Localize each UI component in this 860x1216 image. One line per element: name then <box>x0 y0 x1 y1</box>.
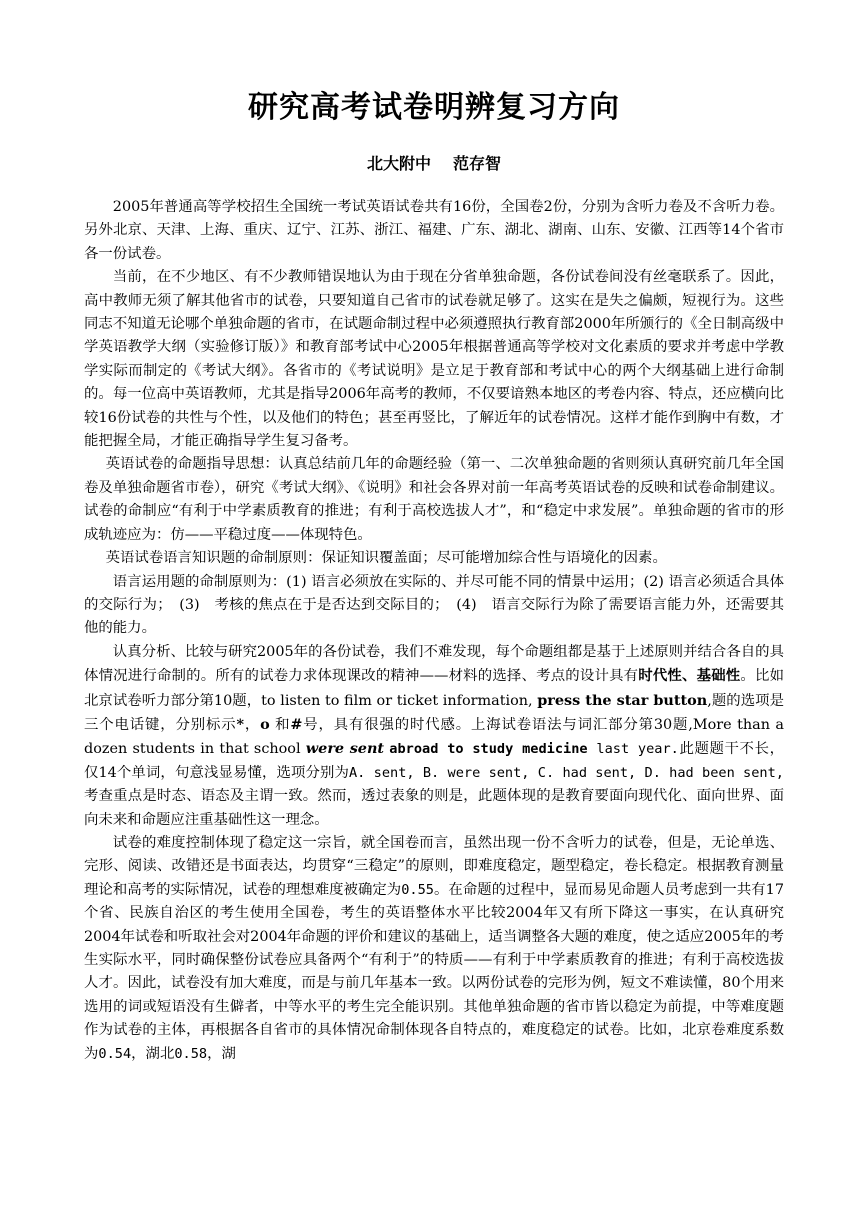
ideal-difficulty-value: 0.55 <box>401 881 434 898</box>
paragraph-6-part-c: 。比如北京试卷听力部分第10题，to listen to film or ticket information, <box>84 668 784 709</box>
paragraph-6-part-a: 认真分析、比较与研究2005年的各份试卷，我们不难发现，每个命题组都是基于上述原则并结合各自的具体情况进行命制的。所有的试卷力求体现课改的精神——材料的选择、考点的设计具有 <box>84 643 784 685</box>
paragraph-7-part-g: ，湖 <box>207 1045 236 1062</box>
hash-key-label: # <box>290 715 303 733</box>
paragraph-6-part-p: 此题题干不长，仅14个单词，句意浅显易懂，选项分别为 <box>84 741 784 781</box>
answer-options: A. sent, B. were sent, C. had sent, D. had been sent, <box>348 764 784 781</box>
mono-phrase: last year. <box>587 741 679 758</box>
paragraph-6-part-e: ,题的选项是三个电话键，分别标示 <box>84 692 784 733</box>
paragraph-5: 语言运用题的命制原则为：(1) 语言必须放在实际的、并尽可能不同的情景中运用；(2) 语言必须适合具体的交际行为； (3) 考核的焦点在于是否达到交际目的； (4) 语言交际行为除了需要语言能力外，还需要其他的能力。 <box>84 573 784 637</box>
o-key-label: o <box>260 715 270 733</box>
keyword-emphasis: 时代性、基础性 <box>638 667 741 685</box>
hubei-difficulty-value: 0.58 <box>174 1045 208 1062</box>
author-school: 北大附中 <box>366 154 431 173</box>
paragraph-6-part-k: 号，具有很强的时代感。上海试卷语法与词汇部分第30题,More than a dozen students in that school <box>84 716 784 758</box>
paragraph-2: 当前，在不少地区、有不少教师错误地认为由于现在分省单独命题，各份试卷间没有丝毫联系了。因此，高中教师无须了解其他省市的试卷，只要知道自己省市的试卷就足够了。这实在是失之偏颇，短视行为。这些同志不知道无论哪个单独命题的省市，在试题命制过程中必须遵照执行教育部2000年所颁行的《全日制高级中学英语教学大纲（实验修订版）》和教育部考试中心2005年根据普通高等学校对文化素质的要求并考虑中学教学实际而制定的《考试大纲》。各省市的《考试说明》是立足于教育部和考试中心的两个大纲基础上进行命制的。每一位高中英语教师，尤其是指导2006年高考的教师，不仅要谙熟本地区的考卷内容、特点，还应横向比较16份试卷的共性与个性，以及他们的特色；甚至再竖比，了解近年的试卷情况。这样才能作到胸中有数，才能把握全局，才能正确指导学生复习备考。 <box>84 269 784 450</box>
paragraph-7 <box>84 832 784 1066</box>
star-key-label: * <box>236 715 244 733</box>
italic-emphasis: were sent <box>305 740 385 758</box>
paragraph-6 <box>84 641 784 832</box>
mono-bold-phrase: abroad to study medicine <box>389 741 588 758</box>
paragraph-1: 2005年普通高等学校招生全国统一考试英语试卷共有16份，全国卷2份，分别为含听力卷及不含听力卷。另外北京、天津、上海、重庆、辽宁、江苏、浙江、福建、广东、湖北、湖南、山东、安徽、江西等14个省市各一份试卷。 <box>84 199 784 262</box>
author-name: 范存智 <box>453 154 502 173</box>
page-title: 研究高考试卷明辨复习方向 <box>248 90 620 125</box>
phrase-emphasis: press the star button <box>537 691 708 709</box>
document-page <box>84 80 784 1066</box>
paragraph-7-part-c: 。在命题的过程中，显而易见命题人员考虑到一共有17个省、民族自治区的考生使用全国卷，考生的英语整体水平比较2004年又有所下降这一事实，在认真研究2004年试卷和听取社会对2004年命题的评价和建议的基础上，适当调整各大题的难度，使之适应2005年的考生实际水平，同时确保整份试卷应具备两个“有利于”的特质——有利于中学素质教育的推进；有利于高校选拔人才。因此，试卷没有加大难度，而是与前几年基本一致。以两份试卷的完形为例，短文不难读懂，80个用来选用的词或短语没有生僻者，中等水平的考生完全能识别。其他单独命题的省市皆以稳定为前提，中等难度题作为试卷的主体，再根据各自省市的具体情况命制体现各自特点的，难度稳定的试卷。比如，北京卷难度系数为 <box>84 881 784 1062</box>
paragraph-4: 英语试卷语言知识题的命制原则：保证知识覆盖面；尽可能增加综合性与语境化的因素。 <box>105 550 667 567</box>
paragraph-7-part-a: 试卷的难度控制体现了稳定这一宗旨，就全国卷而言，虽然出现一份不含听力的试卷，但是，无论单选、完形、阅读、改错还是书面表达，均贯穿“三稳定”的原则，即难度稳定，题型稳定，卷长稳定。根据教育测量理论和高考的实际情况，试卷的理想难度被确定为 <box>84 834 784 898</box>
paragraph-6-part-r: 考查重点是时态、语态及主谓一致。然而，透过表象的则是，此题体现的是教育要面向现代化、面向世界、面向未来和命题应注重基础性这一理念。 <box>84 788 784 828</box>
paragraph-7-part-e: ，湖北 <box>131 1045 175 1062</box>
beijing-difficulty-value: 0.54 <box>98 1045 132 1062</box>
paragraph-6-part-i: 和 <box>269 716 291 733</box>
paragraph-3: 英语试卷的命题指导思想：认真总结前几年的命题经验（第一、二次单独命题的省则须认真研究前几年全国卷及单独命题省市卷），研究《考试大纲》、《说明》和社会各界对前一年高考英语试卷的反映和试卷命制建议。试卷的命制应“有利于中学素质教育的推进；有利于高校选拔人才”，和“稳定中求发展”。单独命题的省市的形成轨迹应为：仿——平稳过度——体现特色。 <box>84 456 784 543</box>
author-line <box>84 152 784 176</box>
separator-comma: ， <box>243 716 261 733</box>
